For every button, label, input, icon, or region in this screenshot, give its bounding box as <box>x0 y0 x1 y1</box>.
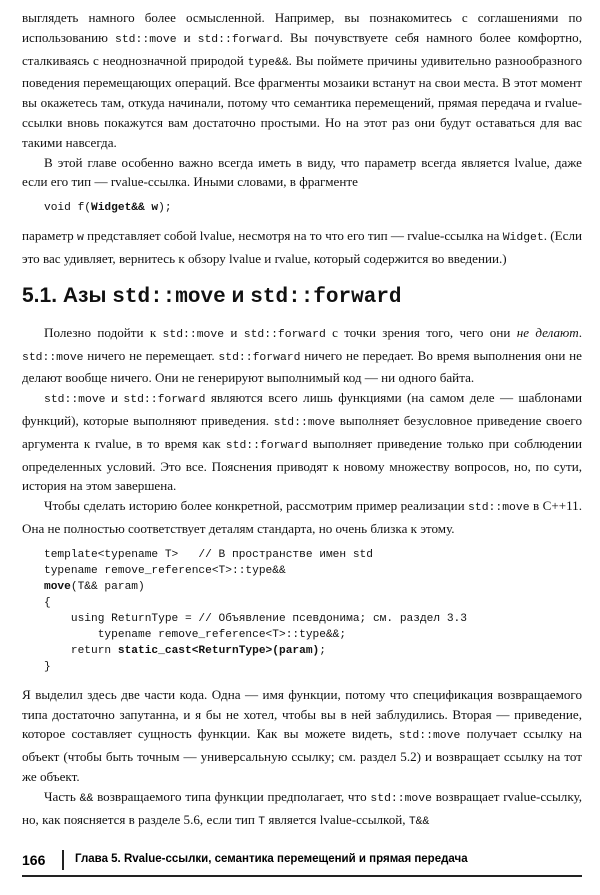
paragraph-what-they-dont-do: Полезно подойти к std::move и std::forward с точки зрения того, чего они не делают. std::move ничего не перемещает. std::forward ничего не передает. Во время выполнения они не делают вообще ничего. Они не генерируют выполнимый код — ни одного байта. <box>22 324 582 386</box>
section-heading: 5.1. Азы std::move и std::forward <box>22 283 402 309</box>
footer-divider <box>62 850 64 870</box>
paragraph-highlight-explanation: Я выделил здесь две части кода. Одна — имя функции, потому что спецификация возвращаемого типа достаточно запутанна, и я бы не хотел, чтобы вы в ней заблудились. Вторая — приведение, которое составляет сущность функции. Как вы можете видеть, std::move получает ссылку на объект (чтобы быть точным — универсальную ссылку; см. раздел 5.2) и возвращает ссылку на тот же объект. <box>22 686 582 784</box>
paragraph-return-type: Часть && возвращаемого типа функции предполагает, что std::move возвращает rvalue-ссылку, но, как поясняется в разделе 5.6, если тип T является lvalue-ссылкой, T&& <box>22 788 583 828</box>
paragraph-casts: std::move и std::forward являются всего лишь функциями (на самом деле — шаблонами функций), которые выполняют приведения. std::move выполняет безусловное приведение своего аргумента к rvalue, в то время как std::forward выполняет приведение только при соблюдении определенных условий. Это все. Пояснения приводят к новому множеству вопросов, но, по сути, история на этом завершена. <box>22 390 582 494</box>
code-snippet-f: void f(Widget&& w); <box>44 202 172 215</box>
paragraph-intro: выглядеть намного более осмысленной. Например, вы познакомитесь с соглашениями по использованию std::move и std::forward. Вы почувствуете себя намного более комфортно, сталкиваясь с неоднозначной природой type&&. Вы поймете причины удивительно разнообразного поведения перемещающих операций. Все фрагменты мозаики встанут на свои места. В этот момент вы окажетесь там, откуда начинали, потому что семантика перемещений, прямая передача и rvalue-ссылки вновь покажутся вам достаточно простыми. Но на этот раз они будут оставаться для вас такими навсегда. <box>22 10 582 150</box>
code-block-move-impl: template<typename T> // В пространстве имен std typename remove_reference<T>::type&& move(T&& param) { using ReturnType = // Объявление псевдонима; см. раздел 3.3 typename remove_reference<T>::type&&; return static_cast<ReturnType>(param); } <box>44 548 467 673</box>
paragraph-lvalue-note: В этой главе особенно важно всегда иметь в виду, что параметр всегда является lvalue, даже если его тип — rvalue-ссылка. Иными словами, в фрагменте <box>22 154 582 190</box>
paragraph-example-intro: Чтобы сделать историю более конкретной, рассмотрим пример реализации std::move в C++11. Она не полностью соответствует деталям стандарта, но очень близка к этому. <box>22 498 582 536</box>
page-body <box>22 8 582 832</box>
page-number: 166 <box>22 852 46 868</box>
running-footer-title: Глава 5. Rvalue-ссылки, семантика перемещений и прямая передача <box>75 853 468 865</box>
paragraph-parameter: параметр w представляет собой lvalue, несмотря на то что его тип — rvalue-ссылка на Widget. (Если это вас удивляет, вернитесь к обзору lvalue и rvalue, который содержится во введении.) <box>22 228 582 266</box>
footer-rule <box>22 875 582 877</box>
page-footer <box>22 850 582 872</box>
